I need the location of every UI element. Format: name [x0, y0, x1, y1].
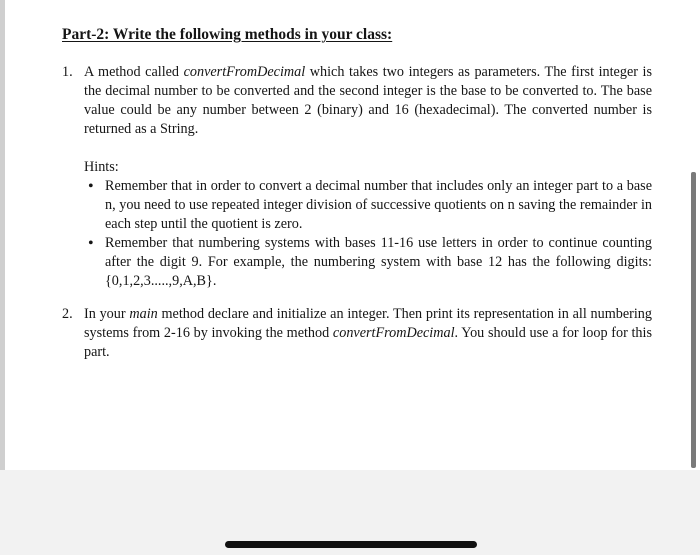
section-heading: Part-2: Write the following methods in your class:	[62, 26, 393, 43]
question-2-text-middle: method declare and initialize an integer. Then print its representation in all numbering systems from 2-16 by invoking the method	[84, 306, 652, 341]
method-name: convertFromDecimal	[183, 64, 306, 80]
question-1	[62, 63, 652, 139]
question-2-number: 2.	[62, 306, 73, 322]
question-2-text-end: . You should use a for loop for this part.	[84, 325, 652, 360]
question-1-text-end: which takes two integers as parameters. The first integer is the decimal number to be converted and the second integer is the base to be converted to. The base value could be any number between 2 (binary) and 16 (hexadecimal). The converted number is returned as a String.	[84, 64, 652, 137]
question-1-number: 1.	[62, 64, 73, 80]
question-2-text-start: In your	[84, 306, 130, 322]
home-indicator[interactable]	[225, 541, 477, 548]
hints-label: Hints:	[84, 159, 119, 175]
main-method-name: main	[129, 306, 158, 322]
question-2	[62, 305, 652, 362]
hint-item-1: • Remember that in order to convert a decimal number that includes only an integer part to a base n, you need to use repeated integer division of successive quotients on n saving the remainder in each step until the quotient is zero.	[105, 177, 652, 234]
question-1-text-start: A method called	[84, 64, 184, 80]
vertical-scrollbar[interactable]	[691, 172, 696, 468]
hint-item-2: • Remember that numbering systems with bases 11-16 use letters in order to continue counting after the digit 9. For example, the numbering system with base 12 has the following digits: {0,1,2,3.....,9,A,B}.	[105, 234, 652, 291]
method-name-2: convertFromDecimal	[332, 325, 455, 341]
